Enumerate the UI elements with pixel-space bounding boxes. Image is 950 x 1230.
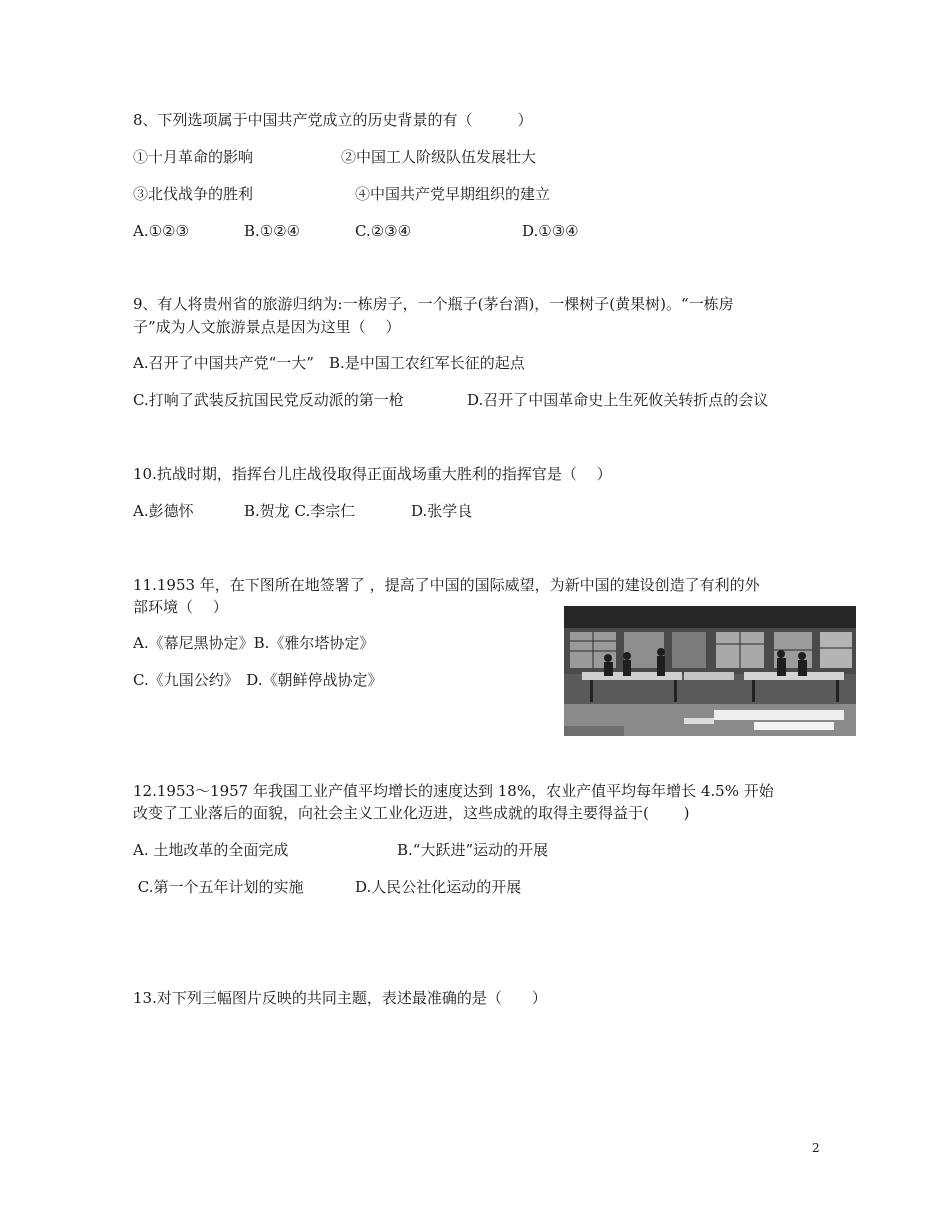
q8-choice-c: C.②③④ xyxy=(355,222,412,240)
q10-choice-d: D.张学良 xyxy=(411,502,473,520)
q12-stem-line-2: 改变了工业落后的面貌，向社会主义工业化迈进，这些成就的取得主要得益于( ) xyxy=(133,804,690,822)
q8-option-3: ③北伐战争的胜利 xyxy=(133,185,254,203)
q10-choice-a: A.彭德怀 xyxy=(133,502,194,520)
armistice-hall-photo xyxy=(564,606,856,736)
q9-choice-c: C.打响了武装反抗国民党反动派的第一枪 xyxy=(133,391,404,409)
q10-choices-bc: B.贺龙 C.李宗仁 xyxy=(244,502,356,520)
q9-stem-line-1: 9、有人将贵州省的旅游归纳为:一栋房子，一个瓶子(茅台酒)，一棵树子(黄果树)。“一栋房 xyxy=(133,295,734,313)
q12-choice-a: A. 土地改革的全面完成 xyxy=(133,841,289,859)
q8-option-2: ②中国工人阶级队伍发展壮大 xyxy=(341,148,537,166)
page-number: 2 xyxy=(812,1141,820,1155)
q12-stem-line-1: 12.1953～1957 年我国工业产值平均增长的速度达到 18%，农业产值平均每年增长 4.5% 开始 xyxy=(133,782,774,800)
q9-stem-line-2: 子”成为人文旅游景点是因为这里（ ） xyxy=(133,318,401,336)
q11-choices-ab: A.《幕尼黑协定》B.《雅尔塔协定》 xyxy=(133,634,375,652)
q11-stem-line-2: 部环境（ ） xyxy=(133,598,228,616)
q12-choice-b: B.“大跃进”运动的开展 xyxy=(397,841,549,859)
q8-choice-b: B.①②④ xyxy=(244,222,301,240)
q8-choice-d: D.①③④ xyxy=(522,222,579,240)
q8-choice-a: A.①②③ xyxy=(133,222,189,240)
q9-choices-ab: A.召开了中国共产党“一大” B.是中国工农红军长征的起点 xyxy=(133,354,525,372)
q9-choice-d: D.召开了中国革命史上生死攸关转折点的会议 xyxy=(467,391,769,409)
q12-choice-d: D.人民公社化运动的开展 xyxy=(355,878,522,896)
q10-stem: 10.抗战时期，指挥台儿庄战役取得正面战场重大胜利的指挥官是（ ） xyxy=(133,465,612,483)
q8-option-1: ①十月革命的影响 xyxy=(133,148,254,166)
q12-choice-c: C.第一个五年计划的实施 xyxy=(133,878,304,896)
q11-stem-line-1: 11.1953 年，在下图所在地签署了 ，提高了中国的国际威望，为新中国的建设创造了有利的外 xyxy=(133,576,760,594)
q11-choices-cd: C.《九国公约》 D.《朝鲜停战协定》 xyxy=(133,671,383,689)
q8-stem: 8、下列选项属于中国共产党成立的历史背景的有（ ） xyxy=(133,111,533,129)
q13-stem: 13.对下列三幅图片反映的共同主题，表述最准确的是（ ） xyxy=(133,989,547,1007)
q8-option-4: ④中国共产党早期组织的建立 xyxy=(355,185,551,203)
